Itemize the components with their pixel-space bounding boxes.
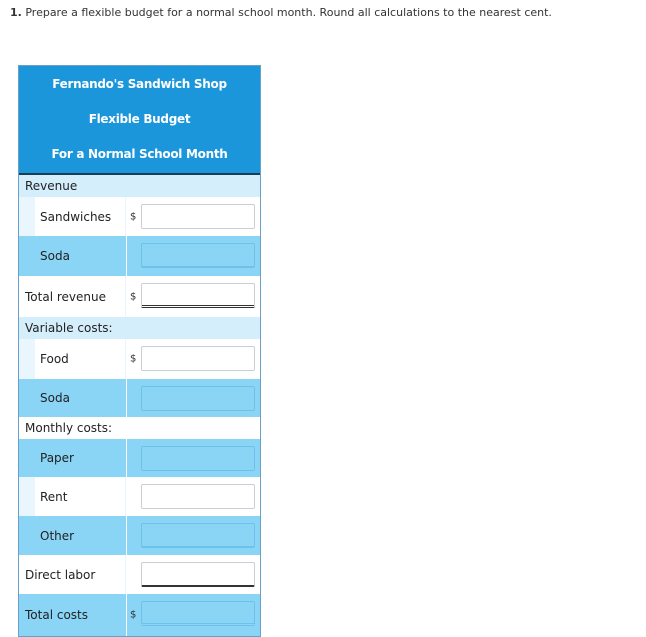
soda-revenue-input[interactable] (141, 243, 255, 268)
section-monthly-costs-label: Monthly costs: (25, 421, 113, 435)
soda-revenue-label: Soda (40, 249, 70, 263)
total-costs-input[interactable] (141, 601, 255, 626)
soda-cost-input[interactable] (141, 386, 255, 411)
row-other (19, 516, 260, 555)
row-total-revenue (19, 276, 260, 317)
question-number: 1. (10, 6, 22, 19)
dollar-sign: $ (130, 609, 137, 621)
budget-period: For a Normal School Month (51, 147, 228, 161)
total-revenue-label: Total revenue (25, 289, 106, 304)
rent-label: Rent (40, 489, 68, 504)
section-monthly-costs (19, 417, 260, 439)
total-costs-label: Total costs (25, 608, 88, 622)
other-label: Other (40, 528, 75, 543)
row-sandwiches (19, 197, 260, 236)
other-input[interactable] (141, 523, 255, 548)
budget-subtitle: Flexible Budget (88, 112, 191, 126)
direct-labor-label: Direct labor (25, 567, 96, 582)
food-label: Food (40, 352, 69, 366)
food-input[interactable] (141, 346, 255, 371)
budget-header (19, 66, 260, 175)
question-text (10, 6, 552, 19)
section-variable-costs-label: Variable costs: (25, 321, 113, 335)
paper-input[interactable] (141, 446, 255, 471)
row-food (19, 339, 260, 379)
section-variable-costs (19, 317, 260, 339)
sandwiches-label: Sandwiches (40, 209, 112, 224)
row-paper (19, 439, 260, 477)
question-body: Prepare a flexible budget for a normal school month. Round all calculations to the nearest cent. (25, 6, 552, 19)
row-soda-cost (19, 379, 260, 417)
budget-title: Fernando's Sandwich Shop (52, 77, 227, 91)
row-rent (19, 477, 260, 516)
flexible-budget-table (18, 65, 261, 637)
row-direct-labor (19, 555, 260, 594)
total-revenue-input[interactable] (141, 283, 255, 308)
rent-input[interactable] (141, 484, 255, 509)
direct-labor-input[interactable] (141, 562, 255, 587)
dollar-sign: $ (130, 291, 137, 302)
row-total-costs (19, 594, 260, 636)
soda-cost-label: Soda (40, 391, 70, 405)
row-soda-revenue (19, 236, 260, 276)
sandwiches-input[interactable] (141, 204, 255, 229)
dollar-sign: $ (130, 211, 137, 222)
dollar-sign: $ (130, 353, 137, 365)
paper-label: Paper (40, 451, 74, 465)
section-revenue (19, 175, 260, 197)
section-revenue-label: Revenue (25, 179, 78, 193)
